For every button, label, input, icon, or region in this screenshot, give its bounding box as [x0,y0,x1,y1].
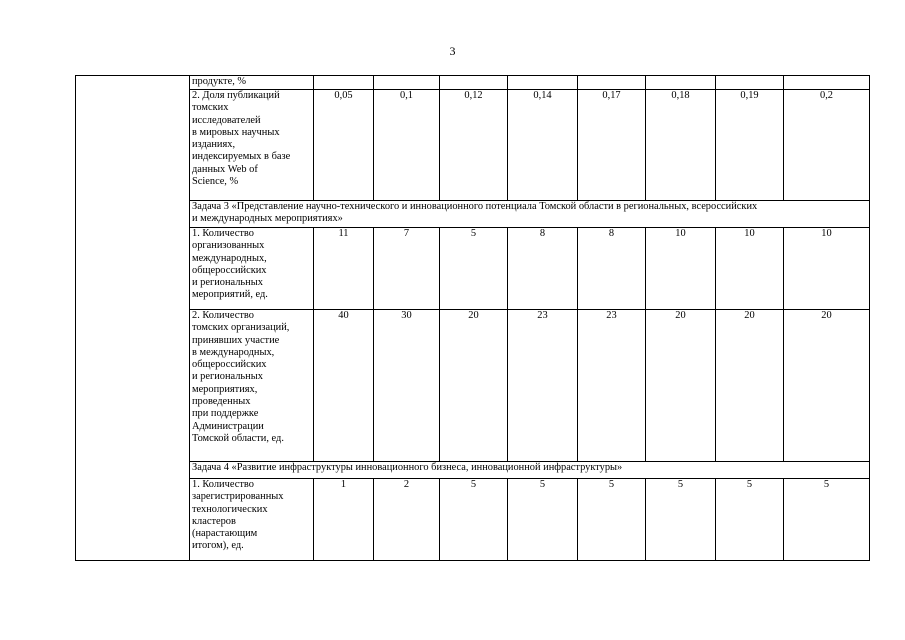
task-row [76,462,870,479]
indicator-label-line: томских организаций, [192,322,290,334]
task-row [76,201,870,228]
indicator-label-line: продукте, % [192,76,247,87]
indicator-value-cell [508,76,578,90]
indicator-row [76,76,870,90]
indicator-value-cell: 23 [508,310,578,462]
task-heading [190,201,870,228]
indicator-value-cell [578,76,646,90]
indicator-value-cell [374,76,440,90]
indicator-label-line: кластеров [192,515,236,527]
indicator-value-cell: 0,05 [314,90,374,201]
indicator-value-cell: 30 [374,310,440,462]
indicator-label-line: изданиях, [192,139,236,151]
indicator-label-line: мероприятиях, [192,383,258,395]
indicator-value-cell: 5 [508,479,578,561]
indicator-row [76,479,870,561]
indicator-value-cell: 0,19 [716,90,784,201]
task-heading-line: и международных мероприятиях» [192,213,343,225]
indicator-value-cell: 0,1 [374,90,440,201]
indicator-label [190,76,314,90]
task-heading-line: Задача 3 «Представление научно-технического и инновационного потенциала Томской области в региональных, всероссийских [192,201,758,212]
indicator-label-line: 1. Количество [192,479,254,490]
indicator-label-line: в мировых научных [192,126,280,138]
indicator-label-line: организованных [192,240,265,252]
indicator-row [76,310,870,462]
indicator-value-cell: 5 [440,228,508,310]
indicator-label-line: зарегистрированных [192,491,284,503]
indicator-label-line: и региональных [192,371,263,383]
indicator-value-cell: 20 [716,310,784,462]
indicator-value-cell: 7 [374,228,440,310]
indicator-value-cell: 10 [716,228,784,310]
indicator-value-cell: 8 [578,228,646,310]
indicator-value-cell [784,76,870,90]
indicator-label-line: технологических [192,503,268,515]
indicator-label [190,90,314,201]
indicator-value-cell: 0,18 [646,90,716,201]
indicator-label-line: итогом), ед. [192,540,244,552]
task-heading [190,462,870,479]
indicator-label-line: общероссийских [192,264,267,276]
indicator-value-cell: 0,2 [784,90,870,201]
indicator-value-cell [646,76,716,90]
indicator-value-cell: 23 [578,310,646,462]
indicator-value-cell: 20 [646,310,716,462]
indicator-value-cell: 5 [646,479,716,561]
indicator-label-line: томских [192,102,229,114]
task-heading-line: Задача 4 «Развитие инфраструктуры инновационного бизнеса, инновационной инфраструктуры» [192,462,623,473]
empty-first-column-cell [76,76,190,561]
indicator-value-cell [716,76,784,90]
indicator-value-cell: 10 [784,228,870,310]
indicator-label-line: данных Web of [192,163,258,175]
indicator-label-line: международных, [192,252,267,264]
indicator-value-cell: 11 [314,228,374,310]
indicators-table [75,75,870,561]
indicator-label-line: проведенных [192,396,251,408]
indicator-label-line: общероссийских [192,359,267,371]
indicator-label [190,228,314,310]
page-number: 3 [449,44,456,58]
indicator-value-cell: 20 [440,310,508,462]
indicator-value-cell [314,76,374,90]
indicator-label-line: индексируемых в базе [192,151,291,163]
indicator-value-cell: 1 [314,479,374,561]
indicator-label [190,479,314,561]
indicator-row [76,228,870,310]
indicator-label-line: 2. Доля публикаций [192,90,280,101]
indicator-value-cell: 0,17 [578,90,646,201]
indicator-value-cell: 0,12 [440,90,508,201]
indicator-label-line: исследователей [192,114,261,126]
indicator-value-cell: 5 [716,479,784,561]
indicator-label-line: (нарастающим [192,528,258,540]
indicator-label [190,310,314,462]
indicator-value-cell [440,76,508,90]
indicator-label-line: 2. Количество [192,310,254,321]
indicator-row [76,90,870,201]
indicator-label-line: в международных, [192,346,275,358]
indicator-value-cell: 40 [314,310,374,462]
indicator-value-cell: 5 [578,479,646,561]
indicator-value-cell: 2 [374,479,440,561]
indicator-label-line: 1. Количество [192,228,254,239]
indicator-value-cell: 8 [508,228,578,310]
indicator-label-line: мероприятий, ед. [192,289,268,301]
indicator-value-cell: 5 [440,479,508,561]
indicator-value-cell: 20 [784,310,870,462]
indicator-label-line: при поддержке [192,408,259,420]
indicator-value-cell: 10 [646,228,716,310]
indicator-value-cell: 0,14 [508,90,578,201]
indicator-value-cell: 5 [784,479,870,561]
indicator-label-line: принявших участие [192,334,280,346]
indicator-label-line: Администрации [192,420,264,432]
indicator-label-line: Science, % [192,176,239,188]
indicator-label-line: и региональных [192,277,263,289]
indicator-label-line: Томской области, ед. [192,432,284,444]
